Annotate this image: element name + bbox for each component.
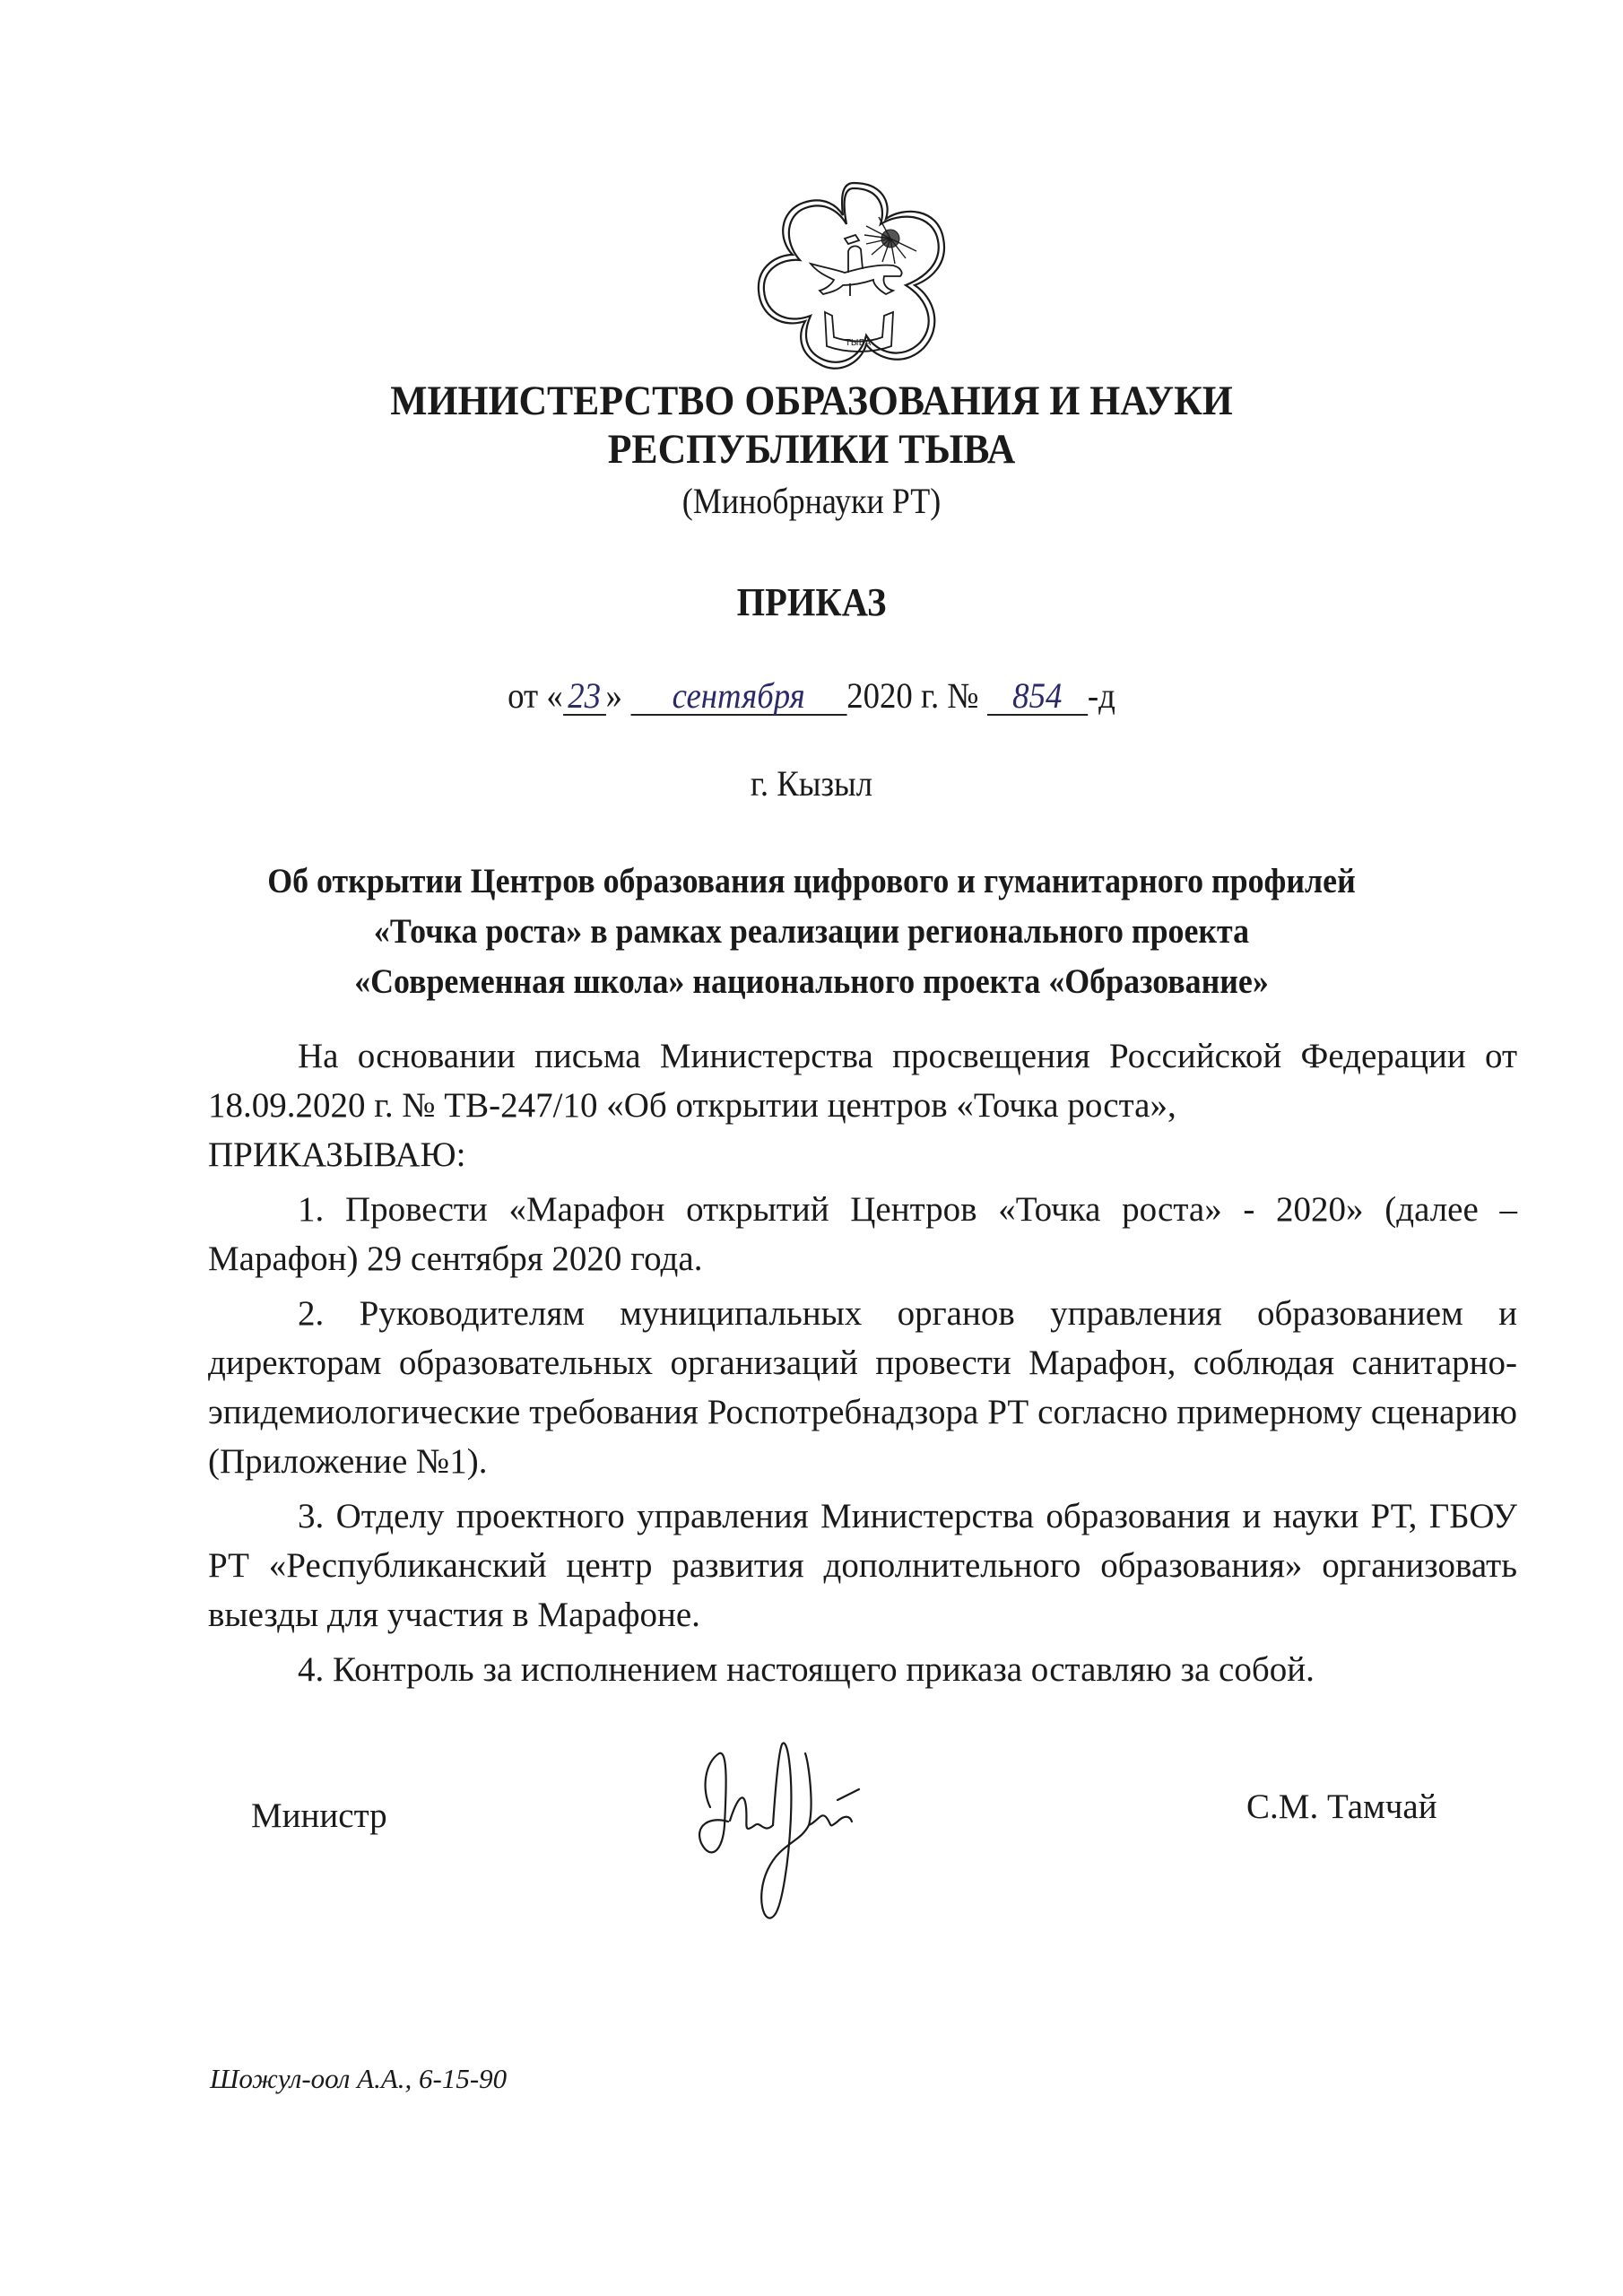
ministry-name-line-2: РЕСПУБЛИКИ ТЫВА [607,426,1016,473]
order-year: 2020 г. № [846,675,979,716]
preamble: На основании письма Министерства просвещения Российской Федерации от 18.09.2020 г. № ТВ-247/10 «Об открытии центров «Точка роста», [208,1037,1517,1125]
order-date-line [65,674,1558,717]
order-word: ПРИКАЗЫВАЮ: [208,1135,466,1174]
emblem-banner-text: ТЫВА [845,338,872,348]
subject-line: «Современная школа» национального проекта «Образование» [354,962,1269,1001]
executor-contact: Шожул-оол А.А., 6-15-90 [210,2063,508,2094]
ministry-abbreviation: (Минобрнауки РТ) [681,481,942,521]
order-city: г. Кызыл [750,763,873,804]
order-item: 1. Провести «Марафон открытий Центров «Точка роста» - 2020» (далее – Марафон) 29 сентября 2020 года. [208,1190,1517,1278]
order-number: 854 [987,678,1088,716]
order-day: 23 [563,678,606,716]
ministry-name-line-1: МИНИСТЕРСТВО ОБРАЗОВАНИЯ И НАУКИ [390,378,1233,424]
document-title: ПРИКАЗ [736,580,887,624]
date-mid: » [605,675,622,716]
subject-line: «Точка роста» в рамках реализации регионального проекта [373,912,1250,951]
order-body [208,1031,1517,1694]
handwritten-signature-icon [674,1735,907,1928]
order-number-suffix: -д [1087,675,1115,716]
order-item: 3. Отделу проектного управления Министерства образования и науки РТ, ГБОУ РТ «Республиканский центр развития дополнительного образования» организовать выезды для участия в Марафоне. [208,1497,1517,1634]
order-item: 2. Руководителям муниципальных органов управления образованием и директорам образовательных организаций провести Марафон, соблюдая санитарно-эпидемиологические требования Роспотребнадзора РТ согласно примерному сценарию (Приложение №1). [208,1294,1517,1481]
signatory-name: С.М. Тамчай [1246,1787,1437,1826]
signatory-position: Министр [251,1796,387,1835]
tuva-coat-of-arms-icon [751,176,956,378]
subject-line: Об открытии Центров образования цифрового и гуманитарного профилей [267,862,1356,900]
order-subject [65,857,1558,1007]
order-item: 4. Контроль за исполнением настоящего приказа оставляю за собой. [298,1650,1315,1689]
order-month: сентября [630,678,846,716]
date-prefix: от « [508,675,563,716]
